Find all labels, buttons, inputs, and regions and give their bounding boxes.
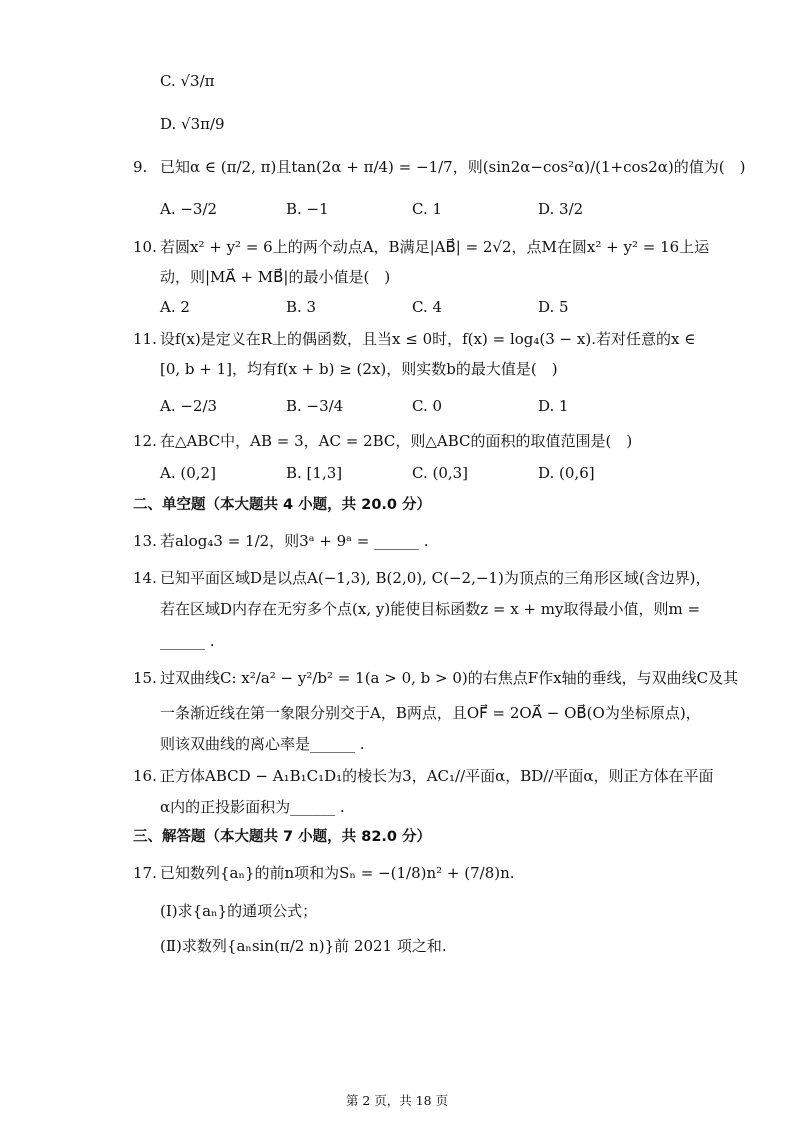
section-heading: 二、单空题（本大题共 4 小题，共 20.0 分） bbox=[133, 497, 432, 513]
question-text: 若在区域D内存在无穷多个点(x, y)能使目标函数z = x + my取得最小值，则m = bbox=[160, 600, 701, 618]
question-part: (Ⅰ)求{aₙ}的通项公式； bbox=[160, 902, 318, 920]
option-d: D. 3/2 bbox=[538, 200, 584, 218]
question-text: 正方体ABCD − A₁B₁C₁D₁的棱长为3，AC₁//平面α，BD//平面α，则正方体在平面 bbox=[160, 767, 714, 785]
option-c: C. 4 bbox=[412, 298, 443, 316]
option-d: D. (0,6] bbox=[538, 464, 595, 482]
question-text: α内的正投影面积为______ . bbox=[160, 798, 345, 816]
option-a: A. −3/2 bbox=[160, 200, 218, 218]
option-text: √3/π bbox=[180, 72, 215, 90]
question-number: 15. bbox=[133, 669, 157, 687]
question-number: 13. bbox=[133, 532, 157, 550]
option-b: B. −1 bbox=[286, 200, 329, 218]
question-text: 一条渐近线在第一象限分别交于A，B两点，且OF⃗ = 2OA⃗ − OB⃗(O为坐标原点)， bbox=[160, 704, 701, 722]
option-c: C. (0,3] bbox=[412, 464, 469, 482]
option-b: B. 3 bbox=[286, 298, 317, 316]
question-text: 动，则|MA⃗ + MB⃗|的最小值是( ) bbox=[160, 268, 391, 286]
option-c: C. 1 bbox=[412, 200, 443, 218]
question-text: 已知数列{aₙ}的前n项和为Sₙ = −(1/8)n² + (7/8)n. bbox=[160, 864, 515, 882]
question-text: 过双曲线C: x²/a² − y²/b² = 1(a > 0, b > 0)的右焦点F作x轴的垂线，与双曲线C及其 bbox=[160, 669, 739, 687]
question-number: 12. bbox=[133, 432, 157, 450]
question-number: 17. bbox=[133, 864, 157, 882]
question-text: 在△ABC中，AB = 3，AC = 2BC，则△ABC的面积的取值范围是( ) bbox=[160, 432, 633, 450]
option-d: D. 5 bbox=[538, 298, 569, 316]
question-part: (Ⅱ)求数列{aₙsin(π/2 n)}前 2021 项之和. bbox=[160, 937, 447, 955]
question-text: 若圆x² + y² = 6上的两个动点A，B满足|AB⃗| = 2√2，点M在圆x² + y² = 16上运 bbox=[160, 238, 710, 256]
section-heading: 三、解答题（本大题共 7 小题，共 82.0 分） bbox=[133, 829, 432, 845]
question-number: 10. bbox=[133, 238, 157, 256]
question-text: 若alog₄3 = 1/2，则3ᵃ + 9ᵃ = ______ . bbox=[160, 532, 429, 550]
page-footer: 第 2 页，共 18 页 bbox=[345, 1093, 449, 1108]
question-number: 9. bbox=[133, 158, 148, 176]
question-text: 已知α ∈ (π/2, π)且tan(2α + π/4) = −1/7，则(sin2α−cos²α)/(1+cos2α)的值为( ) bbox=[160, 158, 746, 176]
option-b: B. −3/4 bbox=[286, 397, 344, 415]
question-number: 16. bbox=[133, 767, 157, 785]
option-d: D. 1 bbox=[538, 397, 569, 415]
question-text: 设f(x)是定义在R上的偶函数，且当x ≤ 0时，f(x) = log₄(3 − x).若对任意的x ∈ bbox=[160, 330, 696, 348]
option-d-top bbox=[160, 115, 225, 133]
question-text: ______ . bbox=[160, 632, 215, 650]
option-text: √3π/9 bbox=[181, 115, 225, 133]
option-letter: C. bbox=[160, 72, 176, 90]
question-text: [0, b + 1]，均有f(x + b) ≥ (2x)，则实数b的最大值是( ) bbox=[160, 360, 558, 378]
question-number: 11. bbox=[133, 330, 157, 348]
question-text: 则该双曲线的离心率是______ . bbox=[160, 735, 365, 753]
option-a: A. −2/3 bbox=[160, 397, 218, 415]
question-number: 14. bbox=[133, 569, 157, 587]
option-a: A. 2 bbox=[160, 298, 190, 316]
option-letter: D. bbox=[160, 115, 177, 133]
option-b: B. [1,3] bbox=[286, 464, 343, 482]
question-text: 已知平面区域D是以点A(−1,3), B(2,0), C(−2,−1)为顶点的三角形区域(含边界)， bbox=[160, 569, 711, 587]
option-a: A. (0,2] bbox=[160, 464, 216, 482]
option-c: C. 0 bbox=[412, 397, 443, 415]
option-c-top bbox=[160, 72, 215, 90]
